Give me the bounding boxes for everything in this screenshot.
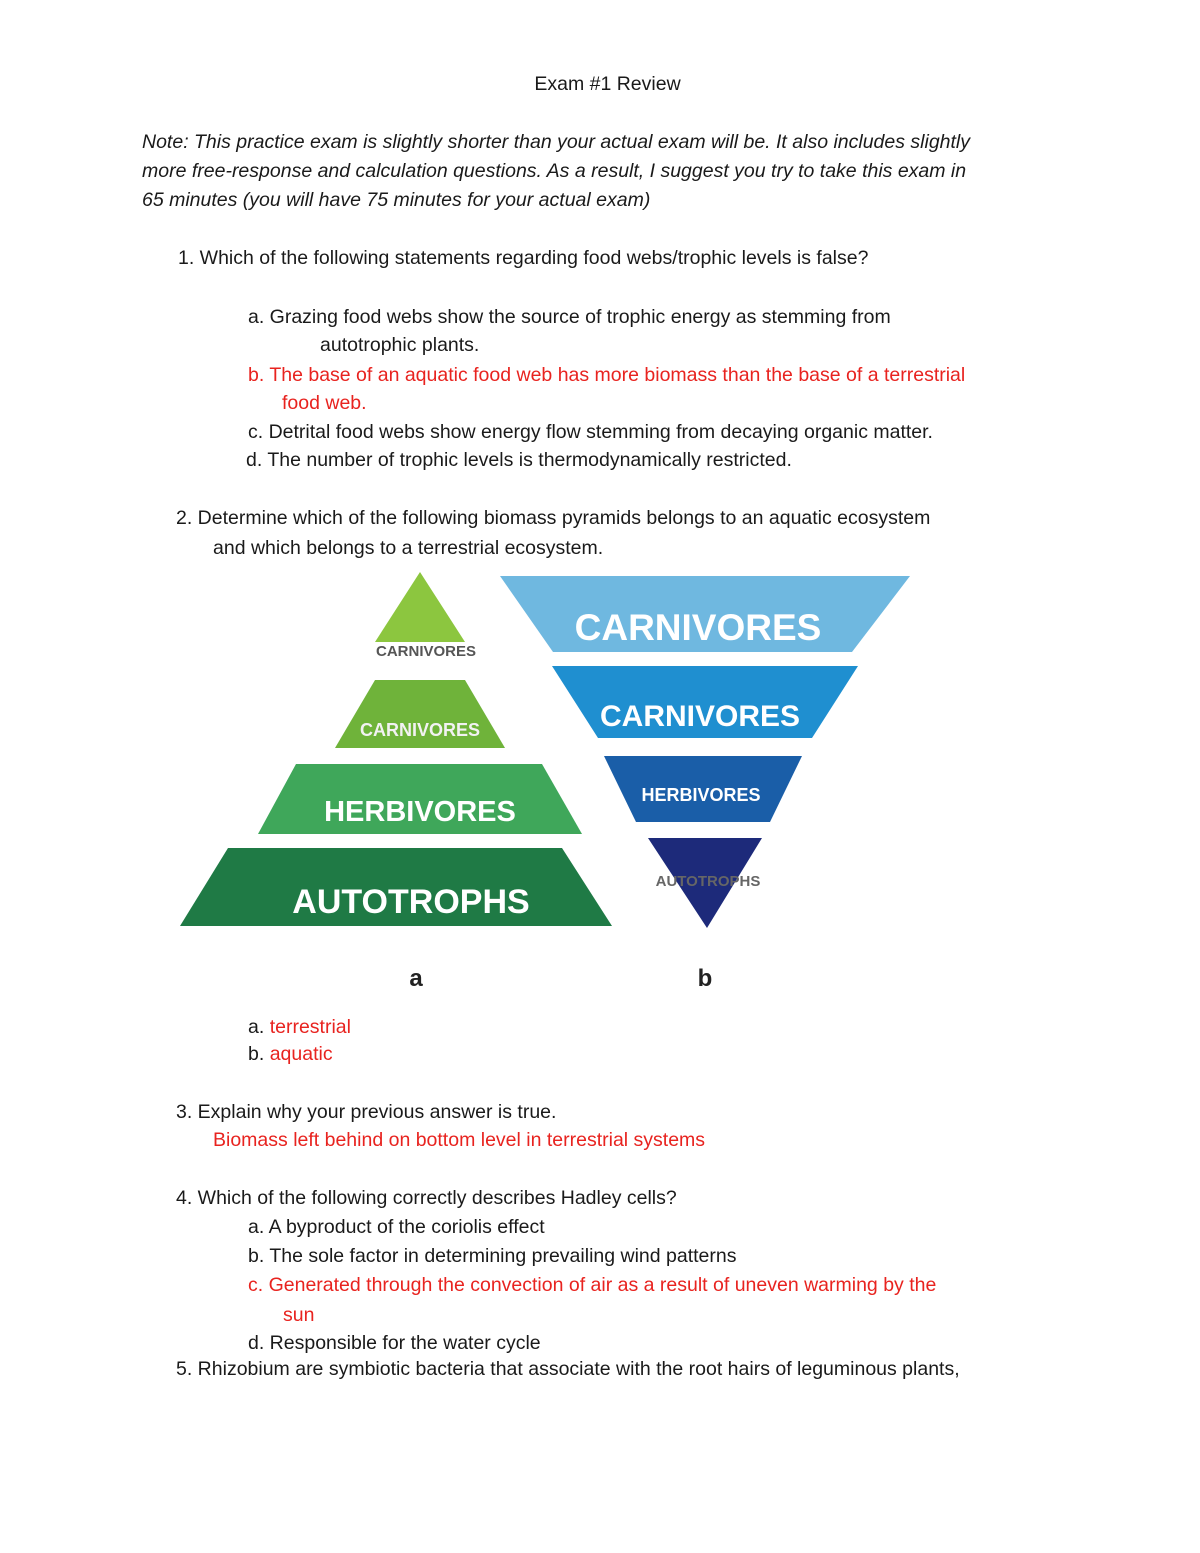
q4-option-b: b. The sole factor in determining prevailing wind patterns <box>248 1245 737 1267</box>
pyramid-b-label-2: CARNIVORES <box>599 700 801 733</box>
question-4: 4. Which of the following correctly describes Hadley cells? <box>176 1187 677 1209</box>
note-line-3: 65 minutes (you will have 75 minutes for your actual exam) <box>142 189 651 211</box>
q2-answer-b-text: aquatic <box>269 1043 333 1065</box>
q4-option-a: a. A byproduct of the coriolis effect <box>248 1216 545 1238</box>
pyramid-b-caption: b <box>697 965 713 992</box>
q2-answer-a-text: terrestrial <box>269 1016 351 1038</box>
pyramid-a-label-1: CARNIVORES <box>375 643 477 660</box>
q2-answer-a-prefix: a. <box>248 1016 270 1038</box>
q1-option-a-line-2: autotrophic plants. <box>320 334 480 356</box>
pyramid-b-label-4: AUTOTROPHS <box>655 873 761 890</box>
pyramid-a-label-3: HERBIVORES <box>324 796 516 828</box>
q1-option-a-line-1: a. Grazing food webs show the source of trophic energy as stemming from <box>248 306 891 328</box>
question-5: 5. Rhizobium are symbiotic bacteria that associate with the root hairs of leguminous plants, <box>176 1358 960 1380</box>
pyramid-b <box>500 576 910 992</box>
note-line-1: Note: This practice exam is slightly shorter than your actual exam will be. It also includes slightly <box>142 131 971 153</box>
question-3: 3. Explain why your previous answer is true. <box>176 1101 557 1123</box>
pyramid-b-label-1: CARNIVORES <box>574 607 822 648</box>
biomass-pyramids-figure <box>170 560 930 1000</box>
question-2-line-1: 2. Determine which of the following biomass pyramids belongs to an aquatic ecosystem <box>176 507 931 529</box>
pyramid-a-label-4: AUTOTROPHS <box>292 883 530 921</box>
q1-option-b-line-2: food web. <box>282 392 367 414</box>
page-title: Exam #1 Review <box>534 73 681 95</box>
q1-option-d: d. The number of trophic levels is thermodynamically restricted. <box>246 449 792 471</box>
note-line-2: more free-response and calculation questions. As a result, I suggest you try to take this exam in <box>142 160 967 182</box>
q3-answer: Biomass left behind on bottom level in terrestrial systems <box>213 1129 706 1151</box>
q1-option-c: c. Detrital food webs show energy flow stemming from decaying organic matter. <box>248 421 933 443</box>
q4-option-d: d. Responsible for the water cycle <box>248 1332 541 1354</box>
q2-answer-a <box>248 1013 351 1041</box>
q4-option-c-line-2: sun <box>283 1304 315 1326</box>
question-2-line-2: and which belongs to a terrestrial ecosystem. <box>213 537 604 559</box>
q1-option-b-line-1: b. The base of an aquatic food web has more biomass than the base of a terrestrial <box>248 364 966 386</box>
pyramid-b-label-3: HERBIVORES <box>641 785 761 805</box>
q4-option-c-line-1: c. Generated through the convection of air as a result of uneven warming by the <box>248 1274 937 1296</box>
pyramid-a-level-1 <box>375 572 465 642</box>
pyramid-a-label-2: CARNIVORES <box>359 720 481 740</box>
q2-answer-b <box>248 1040 333 1068</box>
pyramid-a-caption: a <box>409 965 423 992</box>
q2-answer-b-prefix: b. <box>248 1043 270 1065</box>
question-1: 1. Which of the following statements regarding food webs/trophic levels is false? <box>178 247 869 269</box>
